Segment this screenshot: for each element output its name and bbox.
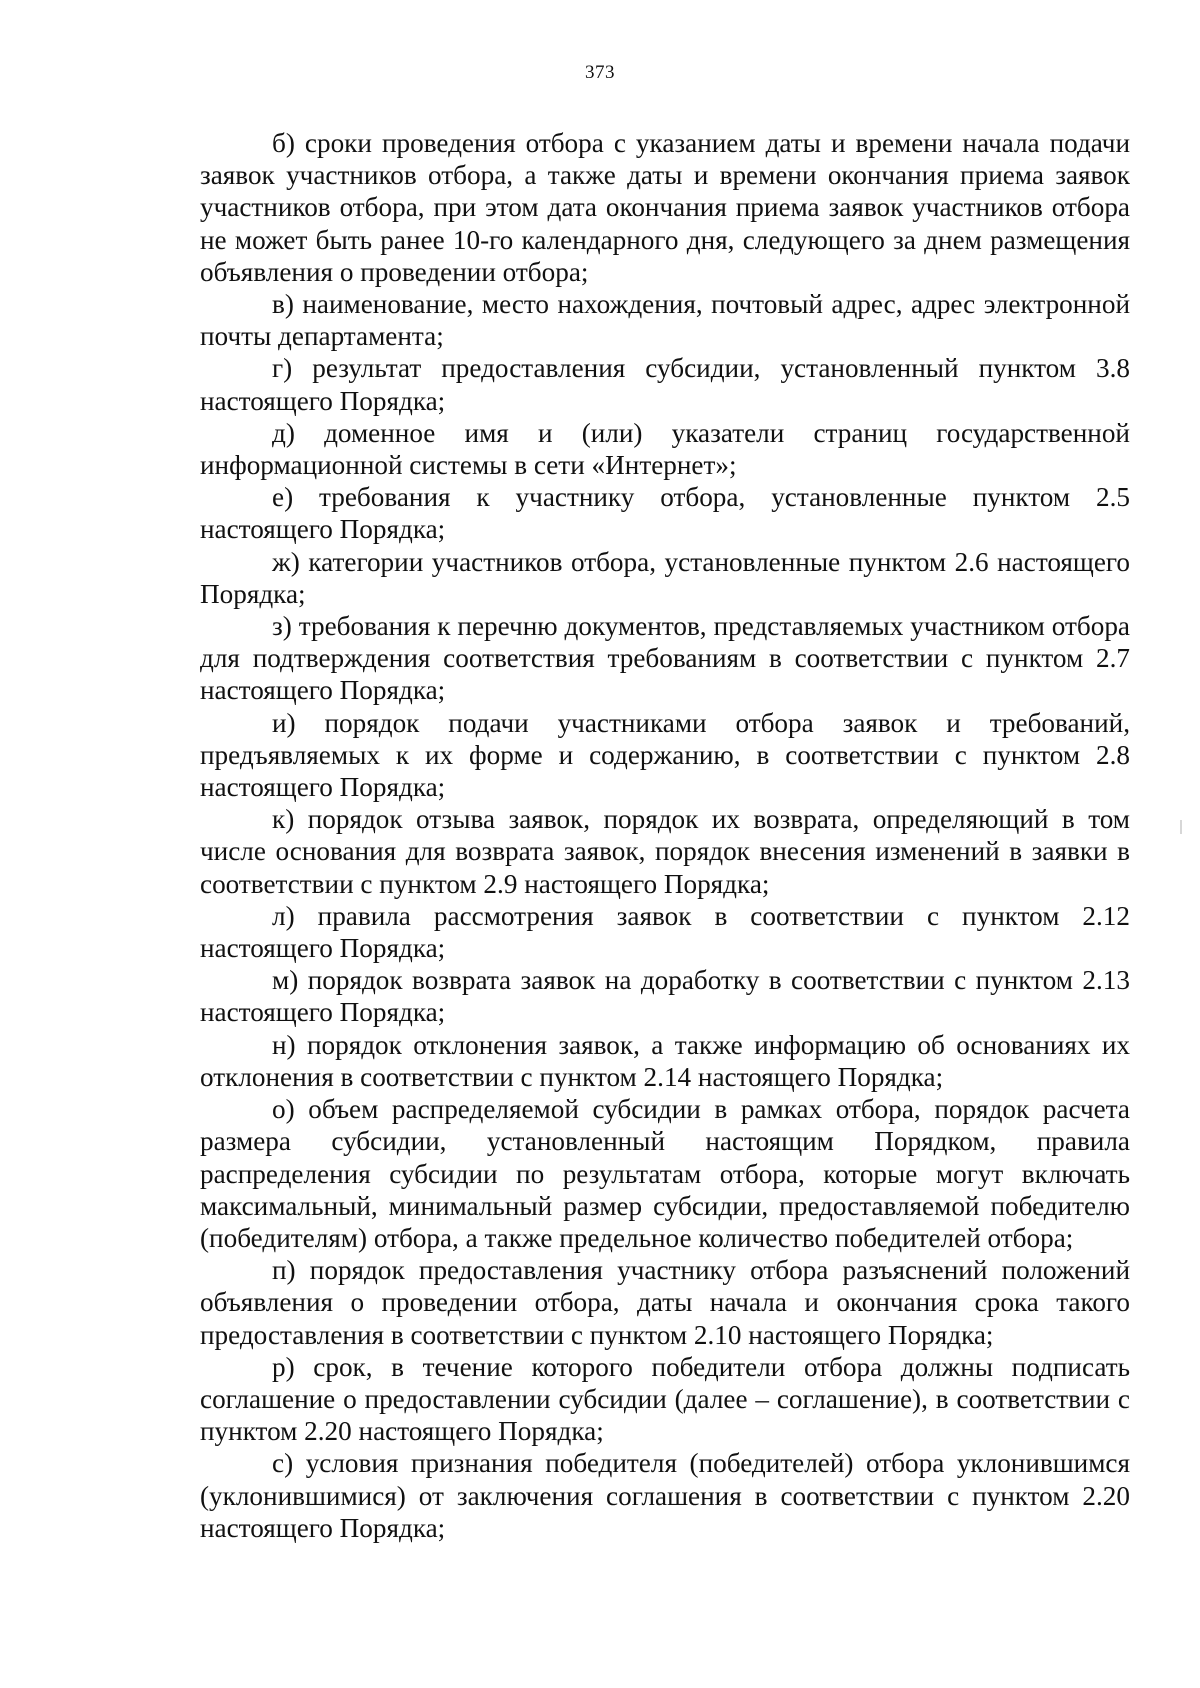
paragraph-zh: ж) категории участников отбора, установленные пунктом 2.6 настоящего Порядка; [200, 546, 1130, 609]
paragraph-b: б) сроки проведения отбора с указанием даты и времени начала подачи заявок участников отбора, а также даты и времени окончания приема заявок участников отбора, при этом дата окончания приема заявок участников отбора не может быть ранее 10-го календарного дня, следующего за днем размещения объявления о проведении отбора; [200, 128, 1130, 287]
paragraph-p: п) порядок предоставления участнику отбора разъяснений положений объявления о проведении отбора, даты начала и окончания срока такого предоставления в соответствии с пунктом 2.10 настоящего Порядка; [200, 1255, 1130, 1350]
paragraph-k: к) порядок отзыва заявок, порядок их возврата, определяющий в том числе основания для возврата заявок, порядок внесения изменений в заявки в соответствии с пунктом 2.9 настоящего Порядка; [200, 804, 1130, 899]
paragraph-e: е) требования к участнику отбора, установленные пунктом 2.5 настоящего Порядка; [200, 482, 1130, 545]
paragraph-v: в) наименование, место нахождения, почтовый адрес, адрес электронной почты департамента; [200, 289, 1130, 352]
paragraph-z: з) требования к перечню документов, представляемых участником отбора для подтверждения соответствия требованиям в соответствии с пунктом 2.7 настоящего Порядка; [200, 611, 1130, 706]
paragraph-s: с) условия признания победителя (победителей) отбора уклонившимся (уклонившимися) от заключения соглашения в соответствии с пунктом 2.20 настоящего Порядка; [200, 1448, 1130, 1543]
paragraph-l: л) правила рассмотрения заявок в соответствии с пунктом 2.12 настоящего Порядка; [200, 900, 1130, 964]
paragraph-o: о) объем распределяемой субсидии в рамках отбора, порядок расчета размера субсидии, установленный настоящим Порядком, правила распределения субсидии по результатам отбора, которые могут включать максимальный, минимальный размер субсидии, предоставляемой победителю (победителям) отбора, а также предельное количество победителей отбора; [200, 1094, 1130, 1253]
paragraph-i: и) порядок подачи участниками отбора заявок и требований, предъявляемых к их форме и содержанию, в соответствии с пунктом 2.8 настоящего Порядка; [200, 707, 1130, 803]
document-body [200, 127, 1130, 1544]
paragraph-d: д) доменное имя и (или) указатели страниц государственной информационной системы в сети «Интернет»; [200, 417, 1130, 481]
paragraph-r: р) срок, в течение которого победители отбора должны подписать соглашение о предоставлении субсидии (далее – соглашение), в соответствии с пунктом 2.20 настоящего Порядка; [200, 1351, 1130, 1447]
page-number: 373 [585, 62, 615, 83]
paragraph-n: н) порядок отклонения заявок, а также информацию об основаниях их отклонения в соответствии с пунктом 2.14 настоящего Порядка; [200, 1029, 1130, 1092]
paragraph-m: м) порядок возврата заявок на доработку в соответствии с пунктом 2.13 настоящего Порядка; [200, 965, 1130, 1028]
paragraph-g: г) результат предоставления субсидии, установленный пунктом 3.8 настоящего Порядка; [200, 353, 1130, 416]
scan-speck [1180, 820, 1182, 834]
